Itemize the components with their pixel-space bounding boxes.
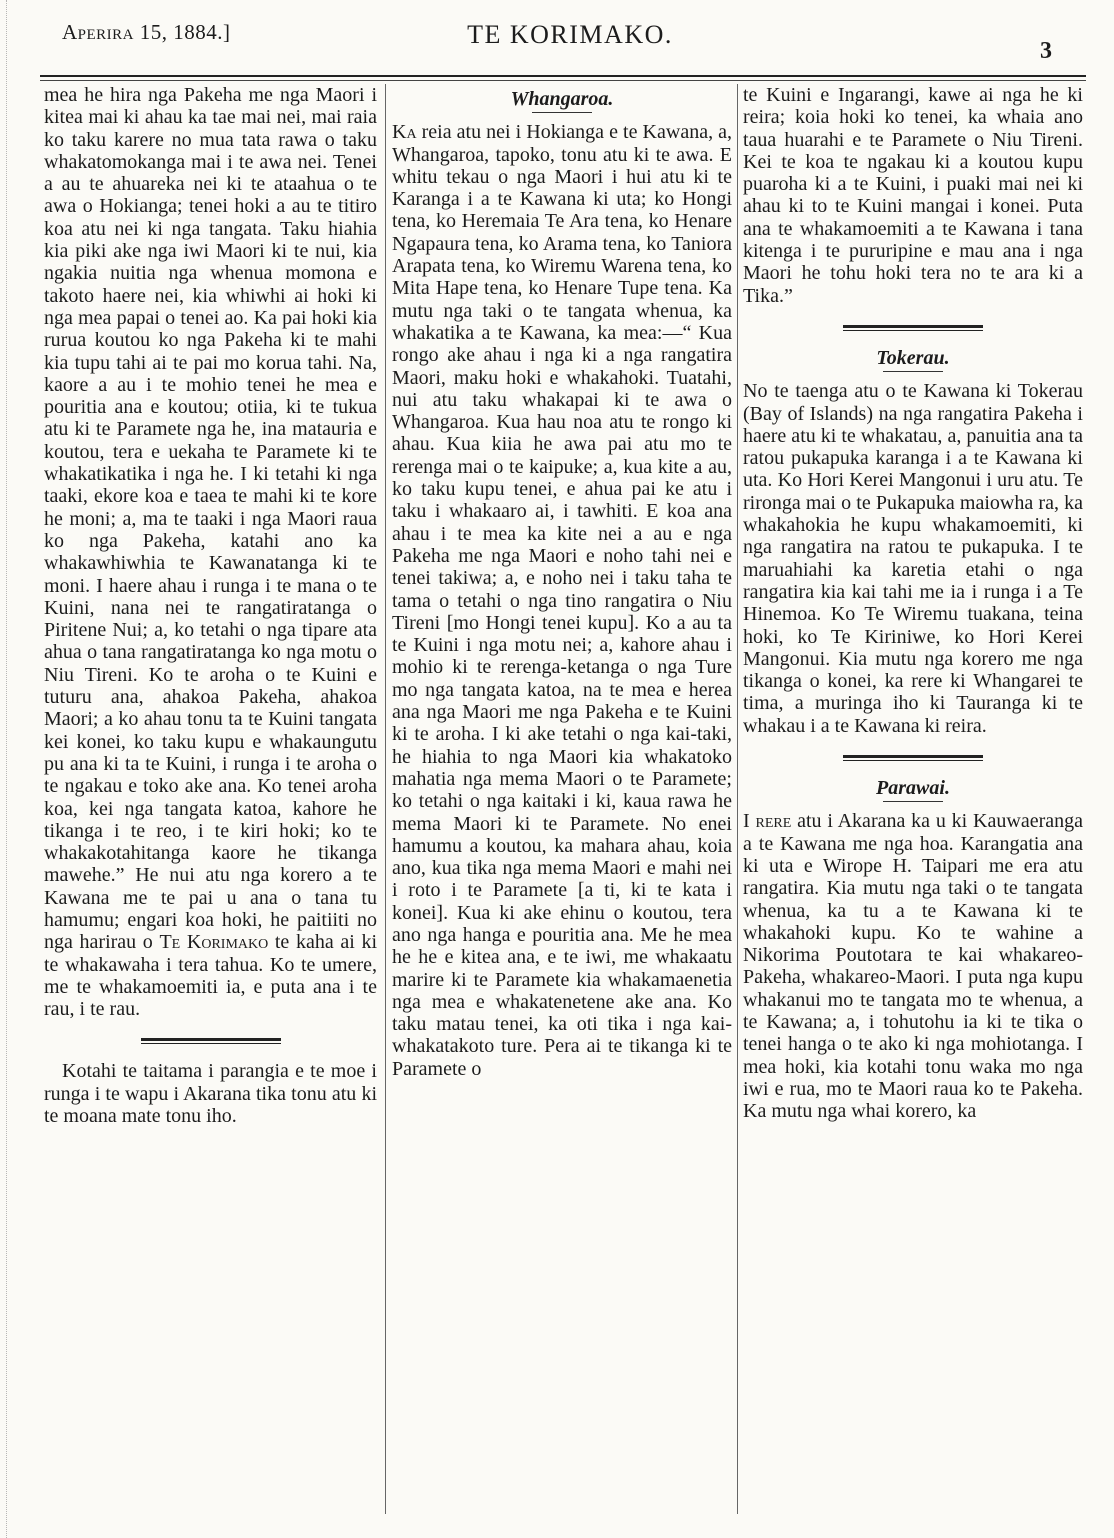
heading-parawai: Parawai. <box>876 777 950 800</box>
masthead-title: TE KORIMAKO. <box>467 20 673 49</box>
column-1-paragraph-1 <box>44 84 377 1020</box>
heading-whangaroa: Whangaroa. <box>510 88 614 110</box>
column-3-paragraph-3 <box>743 810 1083 1122</box>
heading-underline <box>883 801 943 802</box>
column-1-paragraph-2: Kotahi te taitama i parangia e te moe i runga i te wapu i Akarana tika tonu atu ki te moana mate tonu iho. <box>44 1060 377 1128</box>
section-divider <box>141 1038 281 1044</box>
column-divider-1 <box>385 84 386 1514</box>
section-divider <box>843 325 983 331</box>
heading-underline <box>883 371 943 372</box>
column-divider-2 <box>737 84 738 1514</box>
column-3-paragraph-1: te Kuini e Ingarangi, kawe ai nga he ki reira; koia hoki ko tenei, ka whaia ano taua huarahi e te Paramete o Niu Tireni. Kei te koa te ngakau ki a koutou kupu puaroha ki a te Kuini, i puaki mai nei ki ahau ki to te Kuini mangai i konei. Puta ana te whakamoemiti a te Kawana i tana kitenga i te pururipine e mau ana i nga Maori he tohu hoki tera no te ara ki a Tika.” <box>743 84 1083 307</box>
column-1 <box>44 84 377 1127</box>
page-number: 3 <box>1040 38 1052 64</box>
column-3-paragraph-2: No te taenga atu o te Kawana ki Tokerau (Bay of Islands) na nga rangatira Pakeha i haere atu ki te whakatau, a, panuitia ana ta ratou pukapuka karanga i a te Kawana ki uta. Ko Hori Kerei Mangonui i uru atu. Te rironga mai o te Pukapuka maiowha ra, ka whakahokia he kupu whakamoemiti, ki nga rangatira na ratou te pukapuka. I te maruahiahi ka karetia etahi o nga rangatira kia kai tahi me ia i runga i a Te Hinemoa. Ko Te Wiremu tuakana, teina hoki, ko Te Kiriniwe, ko Hori Kerei Mangonui. Kia mutu nga korero me nga tikanga o konei, ka rere ki Whangarei te tima, a muringa iho ki Tauranga ki te whakau i a te Kawana ki reira. <box>743 380 1083 737</box>
heading-tokerau: Tokerau. <box>876 346 950 369</box>
column-2-text: reia atu nei i Hokianga e te Kawana, a, Whangaroa, tapoko, tonu atu ki te awa. E whitu tekau o nga Maori i hui atu ki te Karanga i a te Kawana ki uta; ko Hongi tena, ko Heremaia Te Ara tena, ko Henare Ngapaura tena, ko Arama tena, ko Taniora Arapata tena, ko Wiremu Warena tena, ko Mita Hape tena, ko Henare Tupe tena. Ka mutu nga taki o te tangata whenua, ka whakatika a te Kawana, ka mea:—“ Kua rongo ake ahau i nga ki a nga rangatira Maori, maku hoki e whakahoki. Tuatahi, nui atu taku whakapai ki te awa o Whangaroa. Kua hau noa atu te rongo ki ahau. Kua kiia he awa pai atu mo te rerenga mai o te kaipuke; a, kua kite a au, ko taku kupu tenei, e ahua pai ke atu i taku i whakaaro ai, i tawhiti. E koa ana ahau i te mea ka kite nei a au e nga Pakeha me nga Maori e noho tahi nei e tenei takiwa; a, e noho nei i taku taha te tama o tetahi o nga tino rangatira o Niu Tireni [mo Hongi tenei kupu]. Ko a au ta te Kuini i nga motu nei; a, kahore ahau i mohio ki te rerenga-ketanga o nga Ture mo nga tangata katoa, na te mea e herea ana nga Maori me nga Pakeha e te Kuini ki te aroha. I ki ake tetahi o nga kai-taki, he hiahia to nga Maori kia whakatoko mahatia nga mema Maori o te Paramete; ko tetahi o nga kaitaki i ki, kaua rawa he mema Maori ki te Paramete. No enei hamumu a koutou, ka mahara ahau, koia ano, kua tika nga mema Maori e mahi nei i roto i te Paramete [a ti, ki te kata i konei]. Kua ki ake ehinu o koutou, tera ano nga hanga e pouritia ana. Me he mea he he e kitea ana, e te iwi, me whakaatu marire ki te Paramete kia whakamaenetia nga mea e whakatenetene ake ana. Ko taku matau tenei, ka oti tika i nga kai-whakatakoto ture. Pera ai te tikanga ki te Paramete o <box>392 121 733 1080</box>
header-rule <box>40 75 1086 77</box>
column-2 <box>392 84 732 1080</box>
column-1-text-end: te kaha ai ki te whakawaha i tera tahua. Ko te umere, me te whakamoemiti ia, e puta ana i te rau, i te rau. <box>44 931 377 1021</box>
column-1-text: mea he hira nga Pakeha me nga Maori i kitea mai ki ahau ka tae mai nei, mai raia ko taku karere no mua tata rawa o taku whakatomokanga mai i te awa nei. Tenei a au te ahuareka nei ki te ataahua o te awa o Hokianga; tenei hoki a au te titiro koa atu nei ki nga tangata. Taku hiahia kia piki ake nga iwi Maori ki te nui, kia ngakia nuitia nga whenua momona e takoto haere nei, kia whiwhi ai hoki ki nga mea papai o tenei ao. Ka pai hoki kia rurua koutou ko nga Pakeha ki te mahi kia tupu tahi ai te pai mo korua tahi. Na, kaore a au i te mohio tenei he mea e pouritia ana e koutou; otiia, ki te tukua atu ki te Paramete nga he, ina matauria e koutou, tera e uekaha te Paramete ki te whakatikatika i nga he. I ki tetahi ki nga taaki, ekore koa e taea te mahi ki te kore he moni; a, ma te taaki i nga Maori raua ko nga Pakeha, katahi ano ka whakawhiwhia te Kawanatanga ki te moni. I haere ahau i runga i te mana o te Kuini, nana nei te rangatiratanga o Piritene Nui; a, ko tetahi o nga tipare ata ahua o tana rangatiratanga ko nga motu o Niu Tireni. Ko te aroha o te Kuini e tuturu ana, ahakoa Pakeha, ahakoa Maori; a ko ahau tonu ta te Kuini tangata kei konei, ko taku kupu e whakaungutu pu ana ki ta te Kuini, i runga i te aroha o te ngakau e toko ake ana. Ko tenei aroha koa, kei nga tangata katoa, kahore he tikanga i te reo, i te kiri hoki; ko te whakakotahitanga kaore he tikanga mawehe.” He nui atu nga korero a te Kawana me te pai u ana o tana tu hamumu; engari koa hoki, he paitiiti no nga harirau o <box>44 84 377 954</box>
dropcap-i-rere: I rere <box>743 810 792 833</box>
issue-date: Aperira 15, 1884.] <box>62 20 231 44</box>
section-divider <box>843 755 983 761</box>
column-3-text: atu i Akarana ka u ki Kauwaeranga a te Kawana me nga hoa. Karangatia ana ki uta e Wirope H. Taipari me era atu rangatira. Kia mutu nga taki o te tangata whenua, ka tu a te Kawana ki te whakahoki kupu. Ko te wahine a Nikorima Poutotara te kai whakareo-Pakeha, whakareo-Maori. I puta nga kupu whakanui mo te tangata mo te whenua, a te Kawana; a, i tohutohu ia ki te tika o tenei hanga o te ako ki nga mohiotanga. I mea hoki, kia kotahi tonu waka mo nga iwi e rua, mo te Maori raua ko te Pakeha. Ka mutu nga whai korero, ka <box>743 810 1083 1123</box>
korimako-name: Te Korimako <box>159 931 269 954</box>
dropcap-ka: Ka <box>392 121 417 144</box>
header-rule-thin <box>40 80 1086 81</box>
heading-underline <box>532 112 592 113</box>
binding-edge <box>6 0 13 1538</box>
column-2-paragraph-1 <box>392 121 732 1080</box>
column-3 <box>743 84 1083 1122</box>
